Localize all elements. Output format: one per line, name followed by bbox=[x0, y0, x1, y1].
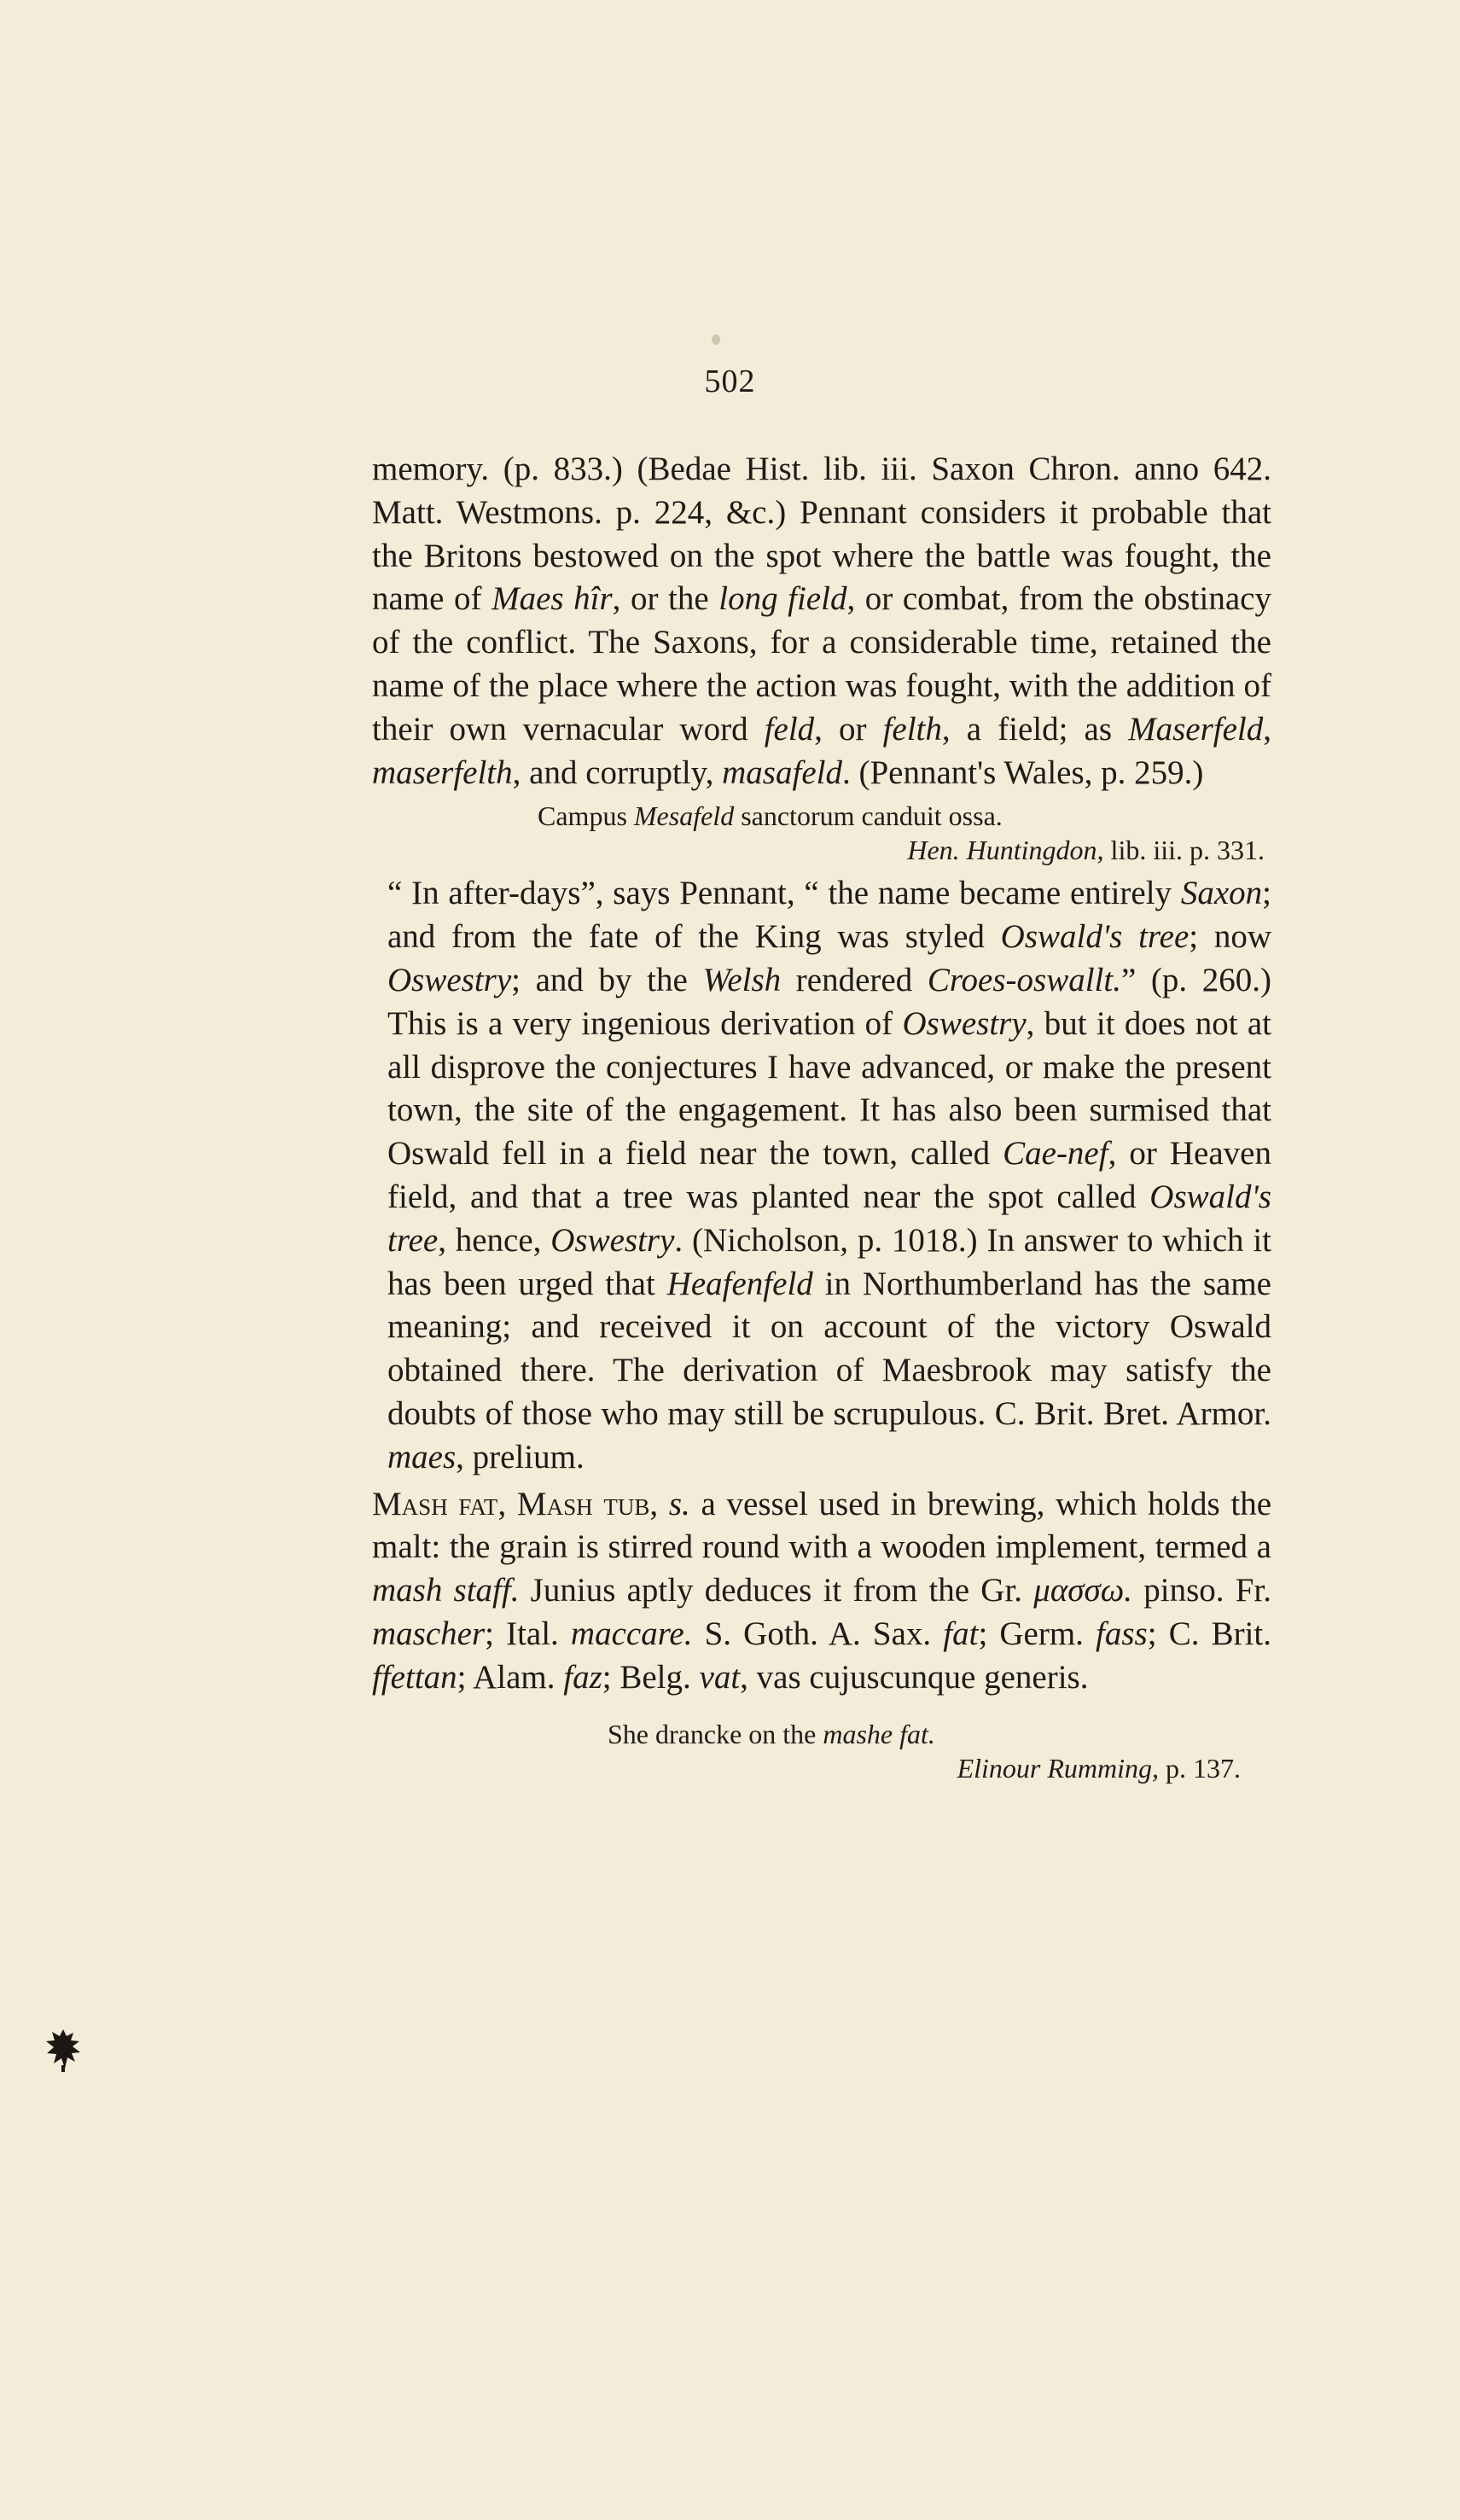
italic-run: Oswald's tree bbox=[1000, 918, 1190, 956]
page-text bbox=[372, 448, 1271, 1785]
text-run: ; and by the bbox=[511, 961, 703, 998]
italic-run: fass bbox=[1096, 1615, 1148, 1652]
text-run: , but it does not at all disprove the conjectures I have advanced, or make the present town, the site of the engagement. It has also been surmised that Oswald fell in a field near the town, called bbox=[387, 1004, 1271, 1173]
italic-run: maserfelth bbox=[372, 754, 513, 791]
italic-run: ffettan bbox=[372, 1658, 457, 1696]
italic-run: Cae-nef bbox=[1003, 1135, 1108, 1173]
italic-run: maccare. bbox=[570, 1615, 693, 1652]
part-of-speech: s. bbox=[668, 1485, 690, 1522]
text-run: . (Nicholson, p. 1018.) In answer to which it has been urged that bbox=[387, 1221, 1271, 1302]
text-run: , a field; as bbox=[941, 710, 1129, 748]
text-run: ; Ital. bbox=[485, 1615, 571, 1652]
text-run: , or combat, from the obstinacy of the conflict. The Saxons, for a considerable time, retained the name of the place where the action was fought, with the addition of their own vernacular word bbox=[372, 580, 1271, 748]
italic-run: Elinour Rumming, bbox=[957, 1752, 1159, 1784]
text-run: in Northumberland has the same meaning; and received it on account of the victory Oswald obtained there. The derivation of Maesbrook may satisfy the doubts of those who may still be scrupulous. C. Brit. Bret. Armor. bbox=[387, 1265, 1271, 1432]
italic-run: maes bbox=[387, 1438, 457, 1475]
italic-run: Heafenfeld bbox=[666, 1265, 813, 1302]
text-run: a vessel used in brewing, which holds the malt: the grain is stirred round with a wooden implement, termed a bbox=[372, 1485, 1272, 1566]
text-run: , bbox=[497, 1485, 517, 1522]
text-run: sanctorum canduit ossa. bbox=[734, 800, 1003, 832]
text-run: memory. (p. 833.) (Bedae Hist. lib. iii. Saxon Chron. anno 642. Matt. Westmons. p. 224, &c.) Pennant considers it probable that the Britons bestowed on the spot where the battle was fought, the name of bbox=[372, 451, 1271, 618]
text-run: . (Pennant's Wales, p. 259.) bbox=[841, 754, 1204, 791]
text-run: , or Heaven field, and that a tree was planted near the spot called bbox=[387, 1135, 1271, 1215]
entry-mash-fat bbox=[372, 1483, 1271, 1700]
entry-headword: Mash tub bbox=[516, 1485, 650, 1522]
quotation-source bbox=[372, 833, 1271, 867]
italic-run: Oswald's tree bbox=[387, 1178, 1271, 1259]
quotation-source bbox=[372, 1751, 1271, 1785]
text-run: , bbox=[1263, 710, 1271, 748]
quotation-huntingdon bbox=[372, 799, 1271, 867]
text-run: ; Belg. bbox=[602, 1658, 700, 1696]
italic-run: mash staff. bbox=[372, 1572, 520, 1609]
printer-ornament-icon bbox=[44, 2028, 82, 2072]
italic-run: fat bbox=[943, 1615, 979, 1652]
italic-run: vat bbox=[699, 1658, 741, 1696]
entry-headword: Mash fat bbox=[372, 1485, 498, 1522]
italic-run: Hen. Huntingdon, bbox=[907, 835, 1104, 866]
italic-run: mascher bbox=[372, 1615, 486, 1652]
text-run: Campus bbox=[538, 800, 634, 832]
text-run: pinso. Fr. bbox=[1132, 1572, 1272, 1609]
italic-run: Saxon bbox=[1180, 875, 1263, 912]
text-run: She drancke on the bbox=[608, 1718, 823, 1749]
quotation-elinour-rumming bbox=[372, 1717, 1271, 1785]
text-run: ; now bbox=[1189, 918, 1272, 956]
italic-run: mashe fat. bbox=[823, 1718, 935, 1749]
italic-run: long field bbox=[718, 580, 847, 618]
text-run: Junius aptly deduces it from the Gr. bbox=[519, 1572, 1034, 1609]
italic-run: Croes-oswallt. bbox=[927, 961, 1121, 998]
text-run: p. 137. bbox=[1159, 1752, 1241, 1784]
italic-run: felth bbox=[882, 710, 942, 748]
text-run: lib. iii. p. 331. bbox=[1103, 835, 1265, 866]
italic-run: Oswestry bbox=[550, 1221, 675, 1259]
italic-run: faz bbox=[563, 1658, 602, 1696]
quotation-line bbox=[372, 799, 1271, 833]
text-run: rendered bbox=[781, 961, 928, 998]
page-number: 502 bbox=[704, 364, 756, 399]
quotation-line bbox=[372, 1717, 1271, 1751]
italic-run: Welsh bbox=[702, 961, 782, 998]
text-run: , or the bbox=[612, 580, 719, 618]
paragraph-oswestry bbox=[372, 872, 1271, 1479]
text-run: ; C. Brit. bbox=[1147, 1615, 1271, 1652]
italic-run: feld bbox=[764, 710, 815, 748]
italic-run: Mesafeld bbox=[633, 800, 735, 832]
text-run: , prelium. bbox=[456, 1438, 585, 1475]
italic-run: Maes hîr bbox=[492, 580, 613, 618]
italic-run: Maserfeld bbox=[1128, 710, 1264, 748]
text-run: ; Alam. bbox=[457, 1658, 564, 1696]
text-run: , vas cujuscunque generis. bbox=[740, 1658, 1089, 1696]
text-run: ” (p. 260.) This is a very ingenious derivation of bbox=[387, 961, 1271, 1042]
text-run: , or bbox=[814, 710, 883, 748]
italic-run: masafeld bbox=[722, 754, 842, 791]
paper-speck bbox=[712, 335, 720, 345]
text-run: S. Goth. A. Sax. bbox=[692, 1615, 944, 1652]
text-run: , hence, bbox=[438, 1221, 551, 1259]
text-run: , and corruptly, bbox=[512, 754, 723, 791]
text-run: “ In after-days”, says Pennant, “ the name became entirely bbox=[387, 875, 1181, 912]
italic-run: Oswestry bbox=[387, 961, 512, 998]
text-run: , bbox=[649, 1485, 669, 1522]
text-run: ; Germ. bbox=[978, 1615, 1096, 1652]
italic-run: μασσω. bbox=[1033, 1572, 1133, 1609]
text-run: ; and from the fate of the King was styled bbox=[387, 875, 1271, 956]
paragraph-maes-hir bbox=[372, 448, 1271, 794]
italic-run: Oswestry bbox=[902, 1004, 1027, 1042]
